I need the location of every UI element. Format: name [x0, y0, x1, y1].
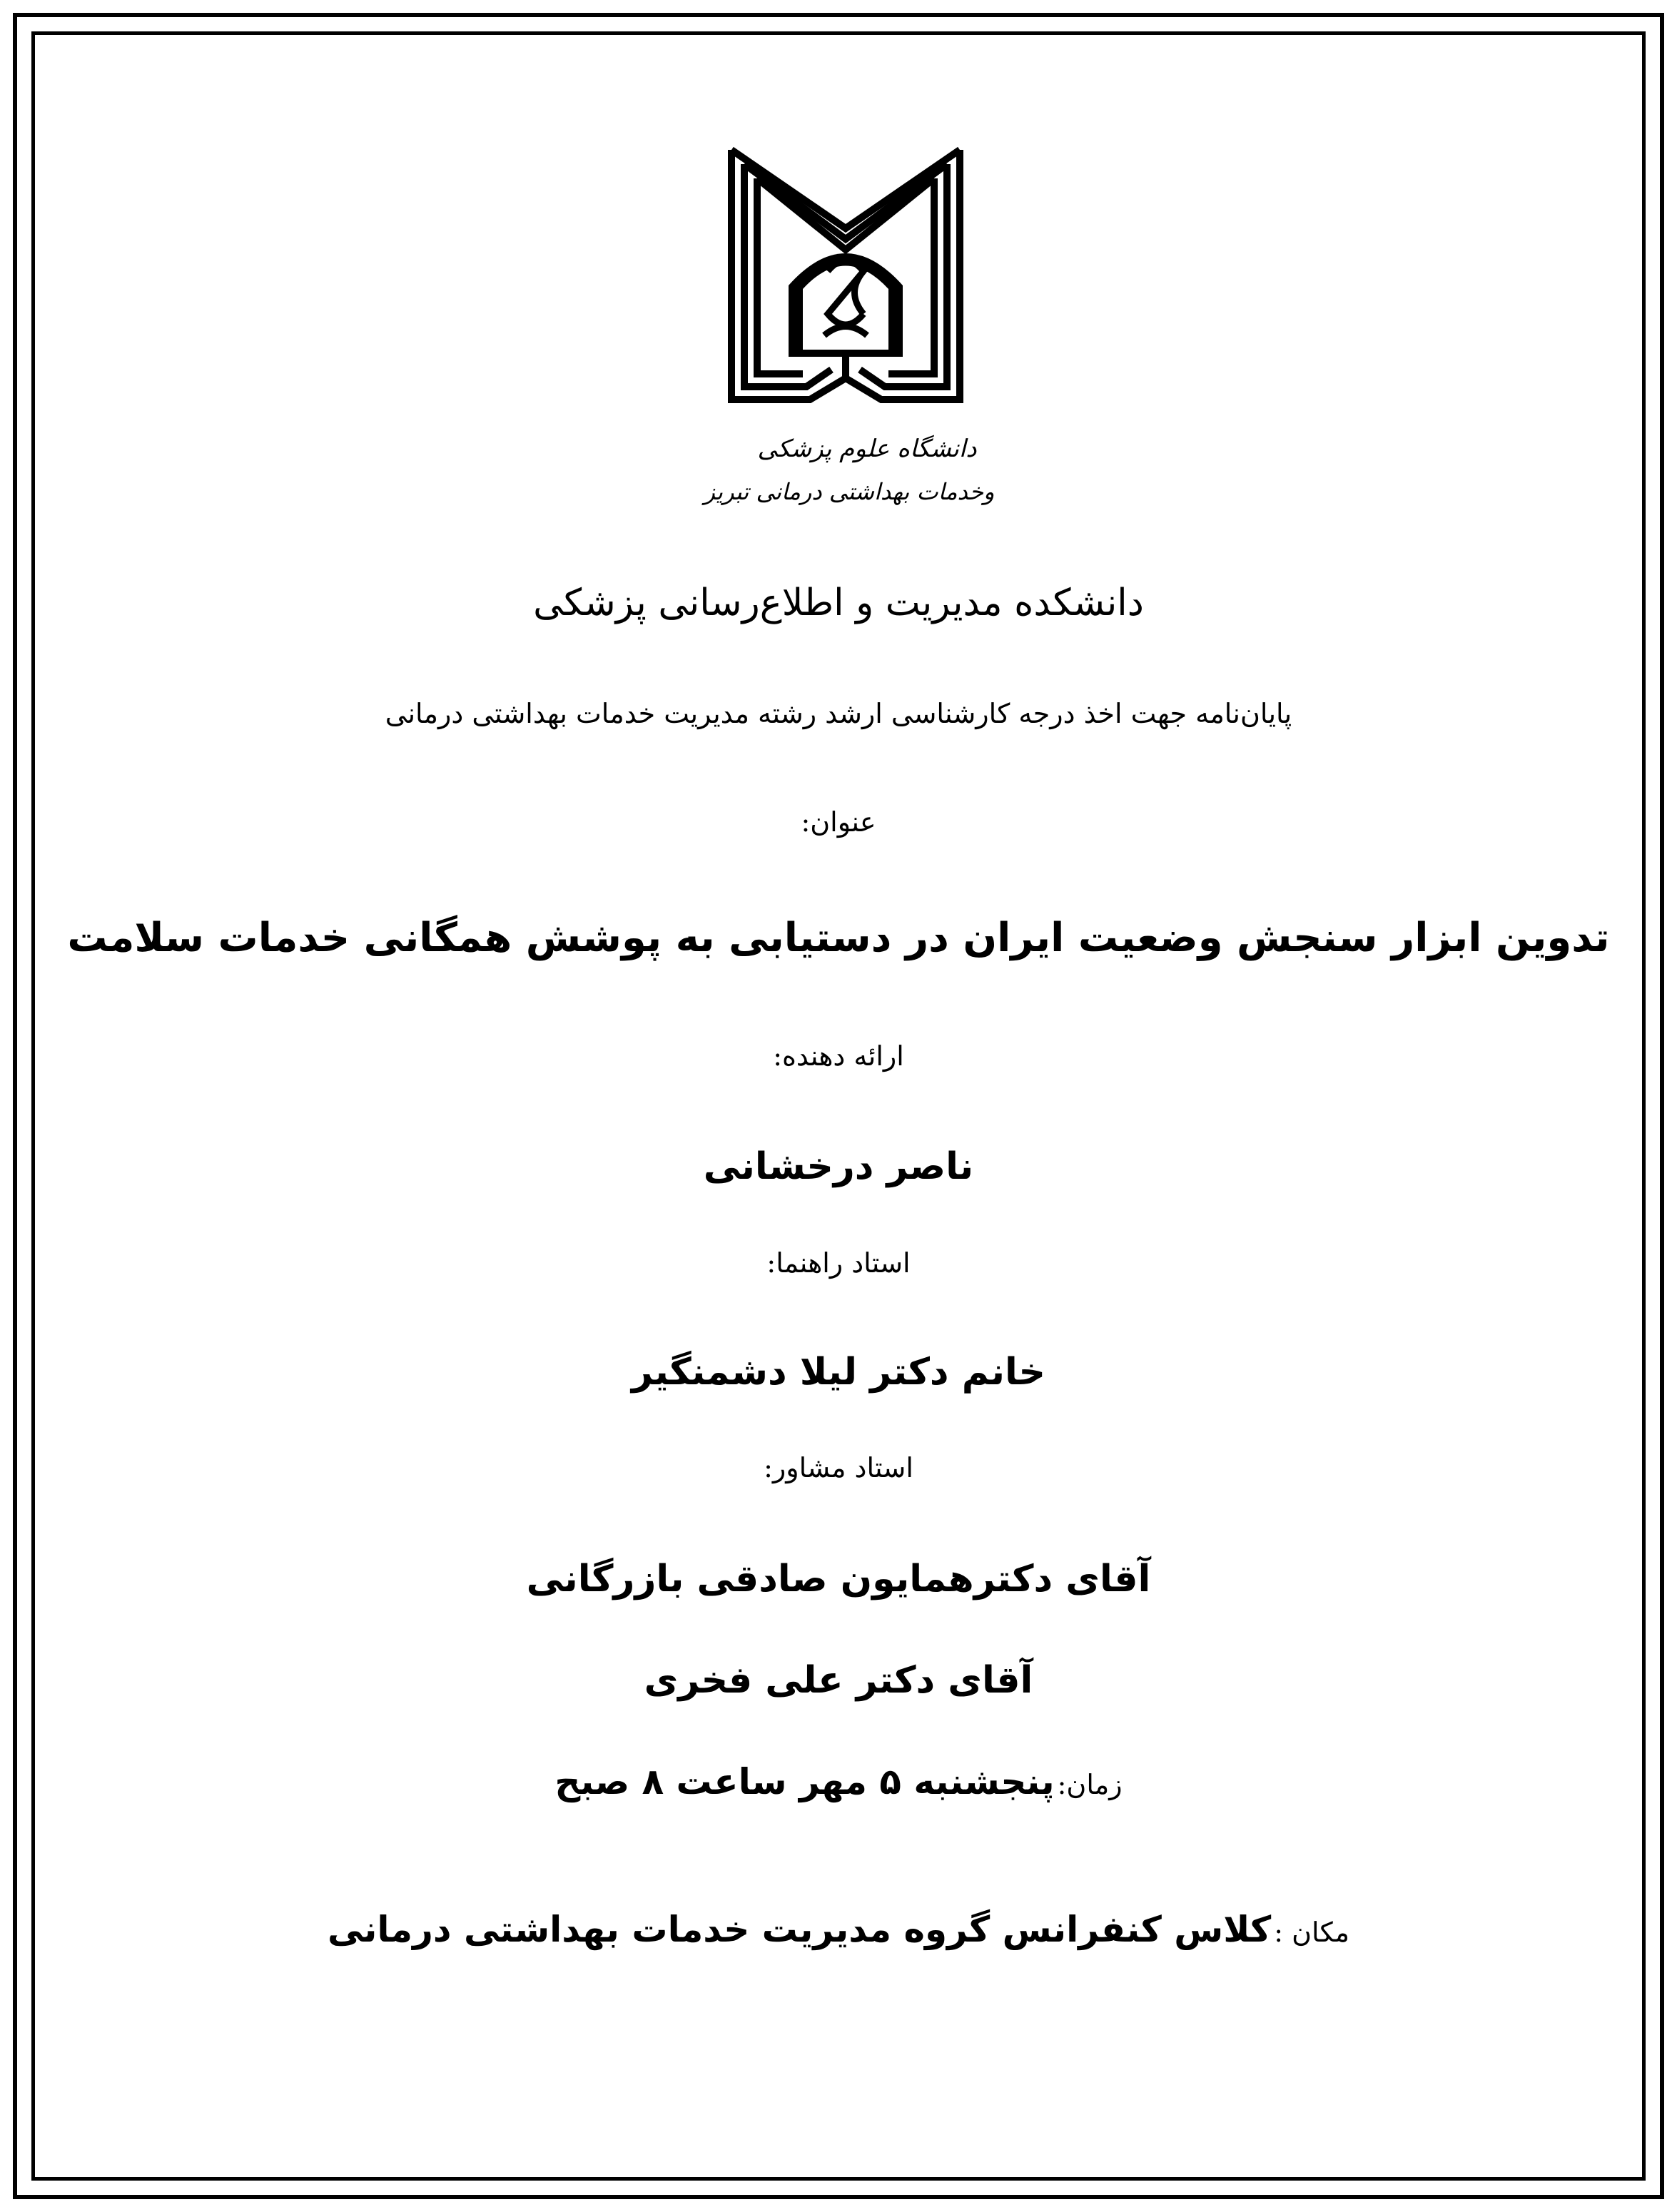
time-value: پنجشنبه ۵ مهر ساعت ۸ صبح	[554, 1761, 1055, 1802]
faculty-name: دانشکده مدیریت و اطلاع‌رسانی پزشکی	[533, 582, 1144, 624]
supervisor-name: خانم دکتر لیلا دشمنگیر	[631, 1351, 1046, 1394]
university-emblem-icon	[704, 143, 995, 528]
thesis-title: تدوین ابزار سنجش وضعیت ایران در دستیابی به پوشش همگانی خدمات سلامت	[67, 915, 1610, 961]
emblem-text-line2: وخدمات بهداشتی درمانی تبریز	[704, 478, 995, 505]
emblem-text-line1: دانشگاه علوم پزشکی	[757, 435, 977, 463]
advisor-name: آقای دکتر علی فخری	[644, 1659, 1033, 1702]
supervisor-label: استاد راهنما:	[766, 1247, 911, 1279]
time-label: زمان:	[1057, 1769, 1123, 1800]
presenter-name: ناصر درخشانی	[703, 1145, 974, 1188]
place-line	[0, 1909, 1677, 1950]
thesis-degree-line: پایان‌نامه جهت اخذ درجه کارشناسی ارشد رشته مدیریت خدمات بهداشتی درمانی	[385, 698, 1292, 729]
advisor-label: استاد مشاور:	[764, 1452, 913, 1483]
advisor-name: آقای دکترهمایون صادقی بازرگانی	[526, 1558, 1151, 1600]
time-line	[0, 1761, 1677, 1802]
place-label: مکان :	[1274, 1917, 1349, 1948]
title-label: عنوان:	[801, 806, 876, 838]
presenter-label: ارائه دهنده:	[773, 1040, 904, 1072]
place-value: کلاس کنفرانس گروه مدیریت خدمات بهداشتی درمانی	[328, 1909, 1272, 1950]
